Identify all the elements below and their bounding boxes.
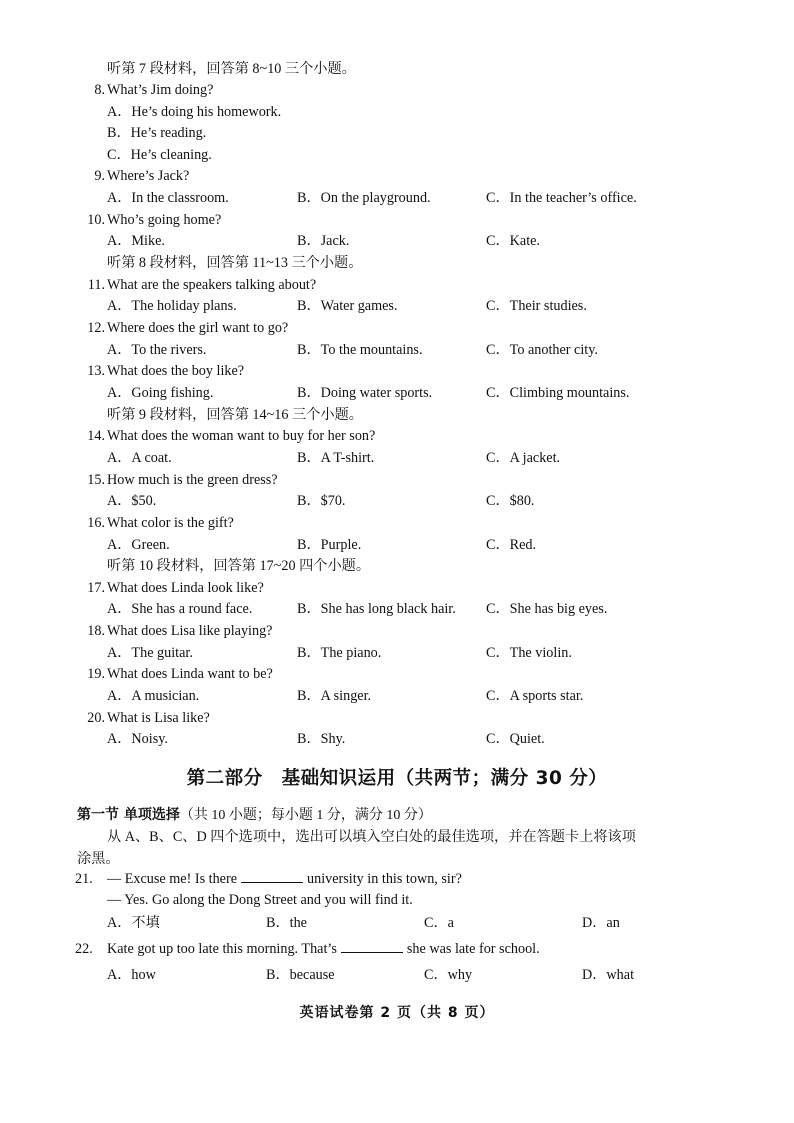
option-18b: B．The piano.	[297, 645, 382, 661]
question-text: What does Linda look like?	[107, 580, 264, 596]
option-13a: A．Going fishing.	[107, 385, 214, 401]
question-number: 13.	[87, 363, 105, 379]
part-two-title: 第二部分 基础知识运用（共两节；满分 30 分）	[186, 768, 608, 789]
option-10b: B．Jack.	[297, 233, 350, 249]
option-12a: A．To the rivers.	[107, 342, 207, 358]
option-22b: B．because	[266, 967, 335, 983]
question-text: What is Lisa like?	[107, 710, 210, 726]
option-11a: A．The holiday plans.	[107, 298, 237, 314]
answer-blank	[241, 870, 303, 883]
question-21-reply: — Yes. Go along the Dong Street and you will find it.	[107, 892, 413, 908]
question-text: How much is the green dress?	[107, 472, 278, 488]
question-text	[107, 940, 540, 958]
instruction-line-1: 从 A、B、C、D 四个选项中，选出可以填入空白处的最佳选项，并在答题卡上将该项	[107, 829, 636, 845]
question-number: 20.	[87, 710, 105, 726]
option-17c: C．She has big eyes.	[486, 601, 608, 617]
option-10c: C．Kate.	[486, 233, 540, 249]
option-9c: C．In the teacher’s office.	[486, 190, 637, 206]
page-footer: 英语试卷第 2 页（共 8 页）	[299, 1005, 495, 1021]
option-20b: B．Shy.	[297, 731, 346, 747]
option-8c: C．He’s cleaning.	[107, 147, 212, 163]
question-number: 21.	[75, 871, 93, 887]
question-text-before-blank: — Excuse me! Is there	[107, 871, 238, 887]
option-20c: C．Quiet.	[486, 731, 545, 747]
question-number: 19.	[87, 666, 105, 682]
option-9b: B．On the playground.	[297, 190, 431, 206]
question-text	[107, 870, 462, 888]
option-20a: A．Noisy.	[107, 731, 168, 747]
option-22d: D．what	[582, 967, 635, 983]
question-text: Who’s going home?	[107, 212, 222, 228]
question-text: Where does the girl want to go?	[107, 320, 289, 336]
option-21a: A．不填	[107, 915, 160, 931]
section-intro-8: 听第 8 段材料，回答第 11~13 三个小题。	[107, 255, 363, 271]
option-11b: B．Water games.	[297, 298, 398, 314]
option-15b: B．$70.	[297, 493, 346, 509]
question-text: What does the boy like?	[107, 363, 245, 379]
section-one-heading	[77, 804, 432, 824]
question-number: 11.	[87, 277, 105, 293]
section-one-note: （共 10 小题；每小题 1 分，满分 10 分）	[179, 808, 432, 823]
question-number: 8.	[94, 82, 105, 98]
question-text-after-blank: she was late for school.	[406, 941, 540, 957]
option-19a: A．A musician.	[107, 688, 200, 704]
question-number: 15.	[87, 472, 105, 488]
option-13c: C．Climbing mountains.	[486, 385, 630, 401]
option-14b: B．A T-shirt.	[297, 450, 375, 466]
question-text: What are the speakers talking about?	[107, 277, 317, 293]
option-15a: A．$50.	[107, 493, 157, 509]
option-22c: C．why	[424, 967, 473, 983]
section-intro-10: 听第 10 段材料，回答第 17~20 四个小题。	[107, 558, 371, 574]
option-14c: C．A jacket.	[486, 450, 561, 466]
question-text: What’s Jim doing?	[107, 82, 214, 98]
question-text: Where’s Jack?	[107, 168, 190, 184]
question-number: 9.	[94, 168, 105, 184]
question-text: What does Linda want to be?	[107, 666, 273, 682]
instruction-line-2: 涂黑。	[77, 851, 120, 867]
question-number: 17.	[87, 580, 105, 596]
question-number: 16.	[87, 515, 105, 531]
option-18a: A．The guitar.	[107, 645, 193, 661]
option-21b: B．the	[266, 915, 307, 931]
option-14a: A．A coat.	[107, 450, 172, 466]
question-number: 18.	[87, 623, 105, 639]
question-number: 12.	[87, 320, 105, 336]
option-13b: B．Doing water sports.	[297, 385, 433, 401]
option-17a: A．She has a round face.	[107, 601, 253, 617]
section-intro-7: 听第 7 段材料，回答第 8~10 三个小题。	[107, 61, 356, 77]
section-intro-9: 听第 9 段材料，回答第 14~16 三个小题。	[107, 407, 363, 423]
option-22a: A．how	[107, 967, 156, 983]
question-text: What does the woman want to buy for her son?	[107, 428, 376, 444]
option-15c: C．$80.	[486, 493, 535, 509]
option-10a: A．Mike.	[107, 233, 165, 249]
option-12c: C．To another city.	[486, 342, 598, 358]
answer-blank	[341, 940, 403, 953]
option-19b: B．A singer.	[297, 688, 372, 704]
question-text-after-blank: university in this town, sir?	[307, 871, 462, 887]
option-21d: D．an	[582, 915, 620, 931]
option-9a: A．In the classroom.	[107, 190, 229, 206]
option-19c: C．A sports star.	[486, 688, 584, 704]
option-16a: A．Green.	[107, 537, 170, 553]
option-11c: C．Their studies.	[486, 298, 587, 314]
question-text: What color is the gift?	[107, 515, 234, 531]
option-17b: B．She has long black hair.	[297, 601, 456, 617]
question-text: What does Lisa like playing?	[107, 623, 273, 639]
question-number: 10.	[87, 212, 105, 228]
option-21c: C．a	[424, 915, 454, 931]
section-one-name: 第一节 单项选择	[77, 807, 180, 823]
question-number: 22.	[75, 941, 93, 957]
option-8b: B．He’s reading.	[107, 125, 207, 141]
option-18c: C．The violin.	[486, 645, 572, 661]
question-text-before-blank: Kate got up too late this morning. That’s	[107, 941, 337, 957]
option-16b: B．Purple.	[297, 537, 362, 553]
option-8a: A．He’s doing his homework.	[107, 104, 282, 120]
option-12b: B．To the mountains.	[297, 342, 423, 358]
option-16c: C．Red.	[486, 537, 537, 553]
question-number: 14.	[87, 428, 105, 444]
